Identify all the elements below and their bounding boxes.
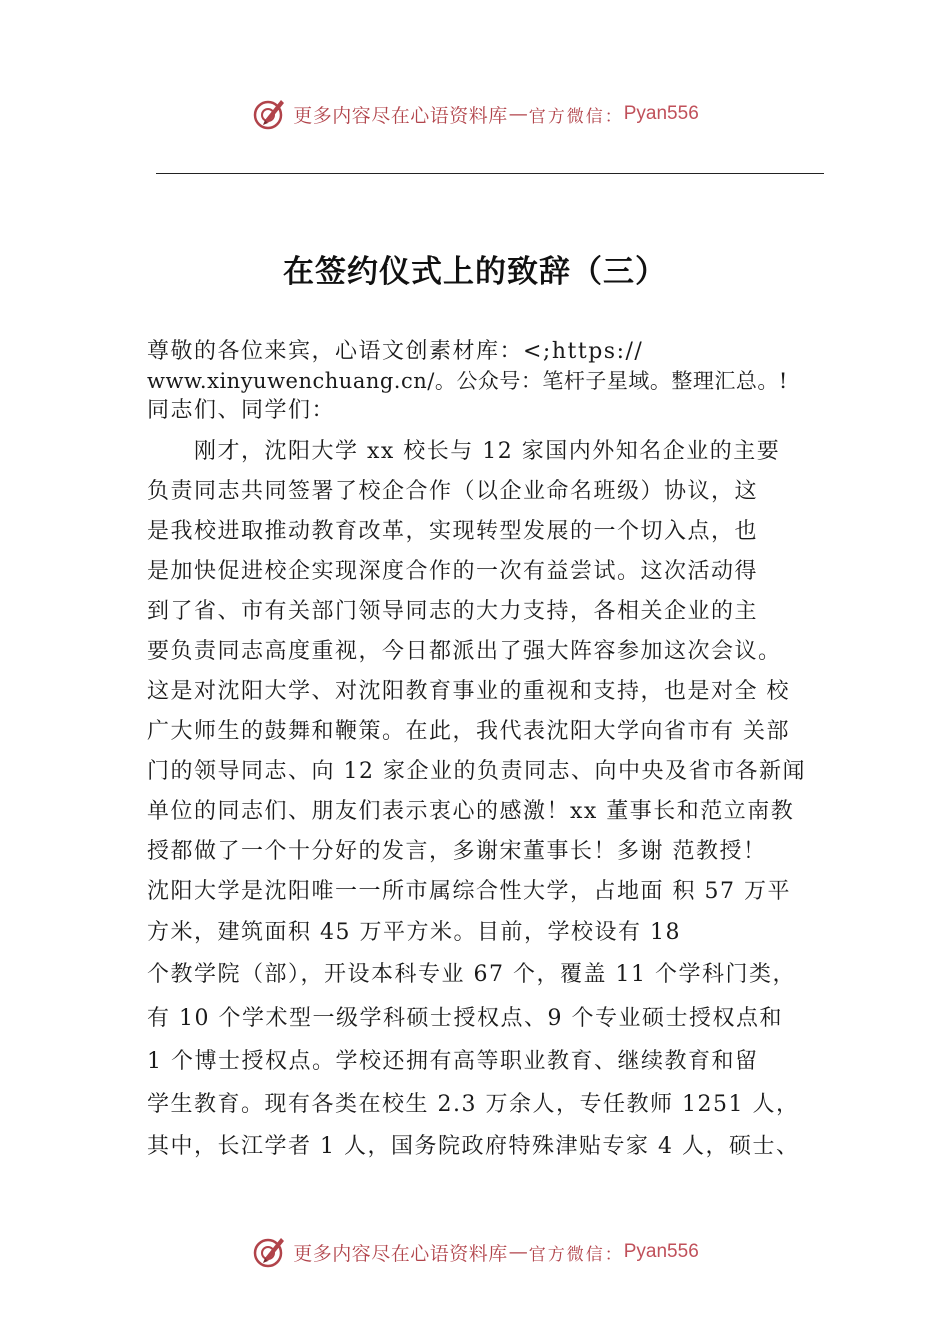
- footer-watermark: [0, 1232, 950, 1272]
- watermark-separator: —: [508, 103, 528, 125]
- body-line: 其中，长江学者 1 人，国务院政府特殊津贴专家 4 人，硕士、: [147, 1134, 800, 1159]
- watermark-account: Pyan556: [623, 1241, 699, 1262]
- body-line: 刚才，沈阳大学 xx 校长与 12 家国内外知名企业的主要: [147, 439, 781, 464]
- body-line: 单位的同志们、朋友们表示衷心的感激！xx 董事长和范立南教: [147, 799, 795, 824]
- body-line: 个教学院（部），开设本科专业 67 个，覆盖 11 个学科门类，: [147, 962, 796, 987]
- body-line: 负责同志共同签署了校企合作（以企业命名班级）协议，这: [147, 479, 759, 504]
- watermark-account: Pyan556: [623, 103, 699, 124]
- watermark-site: 更多内容尽在心语资料库: [293, 1242, 508, 1265]
- body-line: 同志们、同学们：: [147, 398, 336, 423]
- body-line: 是我校进取推动教育改革，实现转型发展的一个切入点，也: [147, 519, 759, 544]
- body-line: 广大师生的鼓舞和鞭策。在此，我代表沈阳大学向省市有 关部: [147, 719, 790, 744]
- body-line: 门的领导同志、向 12 家企业的负责同志、向中央及省市各新闻: [147, 759, 806, 784]
- body-line: 沈阳大学是沈阳唯一一所市属综合性大学，占地面 积 57 万平: [147, 879, 791, 904]
- body-line: 这是对沈阳大学、对沈阳教育事业的重视和支持，也是对全 校: [147, 679, 790, 704]
- body-line: 要负责同志高度重视，今日都派出了强大阵容参加这次会议。: [147, 639, 782, 664]
- watermark-wechat-label: 官方微信：: [528, 1244, 624, 1265]
- body-line: 学生教育。现有各类在校生 2.3 万余人，专任教师 1251 人，: [147, 1092, 800, 1117]
- header-watermark: [0, 94, 950, 134]
- body-line: 是加快促进校企实现深度合作的一次有益尝试。这次活动得: [147, 559, 759, 584]
- document-title: 在签约仪式上的致辞（三）: [283, 254, 667, 290]
- body-line: 到了省、市有关部门领导同志的大力支持，各相关企业的主: [147, 599, 759, 624]
- body-line: 方米，建筑面积 45 万平方米。目前，学校设有 18: [147, 920, 681, 945]
- body-line: 尊敬的各位来宾，心语文创素材库：<;https://: [147, 339, 644, 364]
- body-line: 授都做了一个十分好的发言，多谢宋董事长！多谢 范教授！: [147, 839, 767, 864]
- body-line: 1 个博士授权点。学校还拥有高等职业教育、继续教育和留: [147, 1049, 759, 1074]
- watermark-wechat-label: 官方微信：: [528, 106, 624, 127]
- pen-logo-icon: [251, 1234, 287, 1270]
- pen-logo-icon: [251, 96, 287, 132]
- header-divider: [156, 173, 824, 174]
- watermark-separator: —: [508, 1241, 528, 1263]
- body-line: 有 10 个学术型一级学科硕士授权点、9 个专业硕士授权点和: [147, 1006, 783, 1031]
- body-line: www.xinyuwenchuang.cn/。公众号：笔杆子星域。整理汇总。!: [147, 369, 788, 393]
- watermark-site: 更多内容尽在心语资料库: [293, 104, 508, 127]
